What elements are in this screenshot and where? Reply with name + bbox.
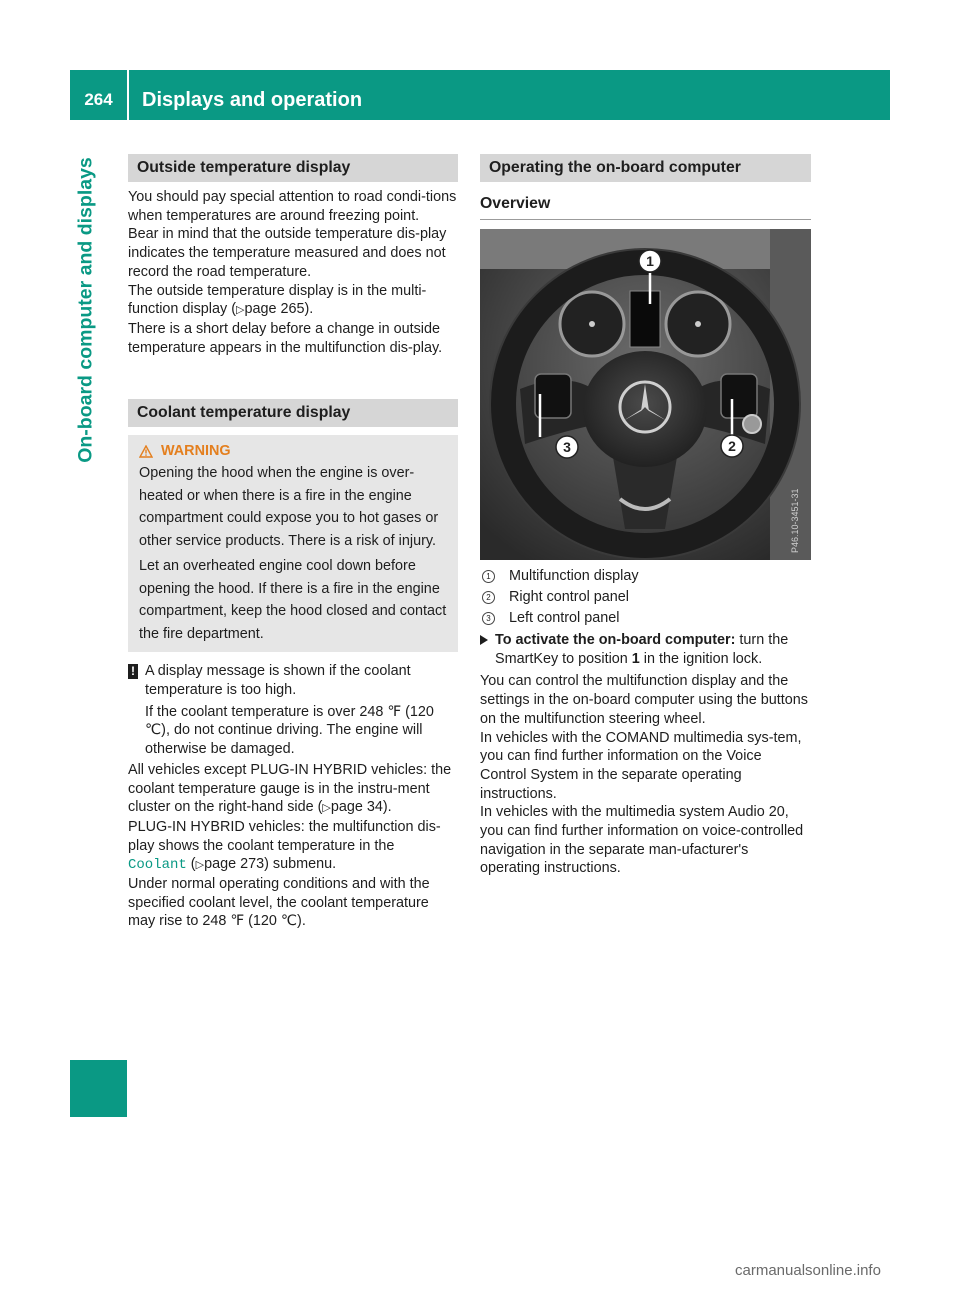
legend-item [480,566,811,587]
arrow-right-icon: ▷ [322,802,331,815]
legend-number: 1 [482,570,495,583]
steering-wheel-illustration [480,229,811,560]
page-reference-link[interactable]: page 273 [204,856,265,873]
callout-1 [639,250,661,272]
warning-box [128,435,458,652]
notice-block [128,662,458,759]
legend-item [480,608,811,629]
image-code: P46.10-3451-31 [790,488,800,553]
legend-label: Right control panel [509,589,629,605]
steering-wheel-image [480,229,811,560]
warning-triangle-icon [139,445,153,458]
legend-label: Left control panel [509,610,620,626]
legend-item [480,587,811,608]
operating-paragraph-1: You can control the multifunction display and the settings in the on-board computer using the buttons on the multifunction steering wheel. [480,673,808,727]
footer-watermark: carmanualsonline.info [735,1262,881,1279]
outside-paragraph-2: Bear in mind that the outside temperature dis-play indicates the temperature measured and does not record the road temperature. [128,226,447,280]
legend-list [480,566,811,629]
ignition-position: 1 [631,650,640,667]
svg-text:2: 2 [728,438,736,454]
operating-paragraph-3: In vehicles with the multimedia system Audio 20, you can find further information on voice-controlled navigation in the separate man-ufacturer's operating instructions. [480,804,804,877]
page-reference-link[interactable]: page 265 [244,301,305,318]
page-number: 264 [84,90,113,109]
warning-paragraph-2: Let an overheated engine cool down before opening the hood. If there is a fire in the engine compartment, keep the hood closed and contact the fire department. [139,558,447,642]
warning-paragraph-1: Opening the hood when the engine is over-heated or when there is a fire in the engine compartment could expose you to hot gases or other service products. There is a risk of injury. [139,465,439,549]
left-column [128,154,458,931]
coolant-paragraph-1: All vehicles except PLUG-IN HYBRID vehicles: the coolant temperature gauge is in the instru-ment cluster on the right-hand side (▷page 34). [128,761,452,816]
section-operating-computer: Operating the on-board computer [480,154,811,182]
page-header [70,70,890,120]
section-coolant-temperature: Coolant temperature display [128,399,458,427]
section-outside-temperature: Outside temperature display [128,154,458,182]
legend-number: 3 [482,612,495,625]
warning-heading [139,440,447,462]
chapter-sidebar [70,120,127,1161]
coolant-paragraph-2: PLUG-IN HYBRID vehicles: the multifunction dis-play shows the coolant temperature in the Coolant (▷page 273) submenu. [128,818,441,874]
warning-label: WARNING [161,443,231,460]
subsection-overview: Overview [480,189,811,220]
legend-number: 2 [482,591,495,604]
coolant-paragraph-3: Under normal operating conditions and with the specified coolant level, the coolant temperature may rise to 248 ℉ (120 ℃). [128,876,430,930]
step-heading: To activate the on-board computer: [495,632,736,648]
notice-paragraph-1: A display message is shown if the coolant temperature is too high. [145,663,411,699]
outside-paragraph-1: You should pay special attention to road condi-tions when temperatures are around freezing point. [128,189,457,224]
callout-2 [721,435,743,457]
outside-paragraph-4: There is a short delay before a change in outside temperature appears in the multifunction dis-play. [128,320,443,356]
header-divider [127,70,129,120]
callout-3 [556,436,578,458]
arrow-right-icon: ▷ [236,304,245,317]
step-arrow-icon [480,635,488,645]
coolant-submenu-name: Coolant [128,857,187,874]
notice-paragraph-2: If the coolant temperature is over 248 ℉ (120 ℃), do not continue driving. The engine will otherwise be damaged. [145,703,434,758]
svg-text:1: 1 [646,253,654,269]
instruction-step: To activate the on-board computer: turn the SmartKey to position 1 in the ignition lock. [480,631,811,668]
right-column [480,154,811,878]
arrow-right-icon: ▷ [195,859,205,872]
chapter-marker [70,1060,127,1117]
operating-paragraph-2: In vehicles with the COMAND multimedia sys-tem, you can find further information on the Voice Control System in the separate operating instructions. [480,729,802,802]
page-title: Displays and operation [142,89,363,111]
svg-text:3: 3 [563,439,571,455]
exclamation-icon: ! [128,664,138,679]
legend-label: Multifunction display [509,568,639,584]
chapter-title: On-board computer and displays [74,157,97,463]
outside-paragraph-3: The outside temperature display is in the multi-function display (▷page 265). [128,282,427,318]
page-reference-link[interactable]: page 34 [330,799,383,816]
